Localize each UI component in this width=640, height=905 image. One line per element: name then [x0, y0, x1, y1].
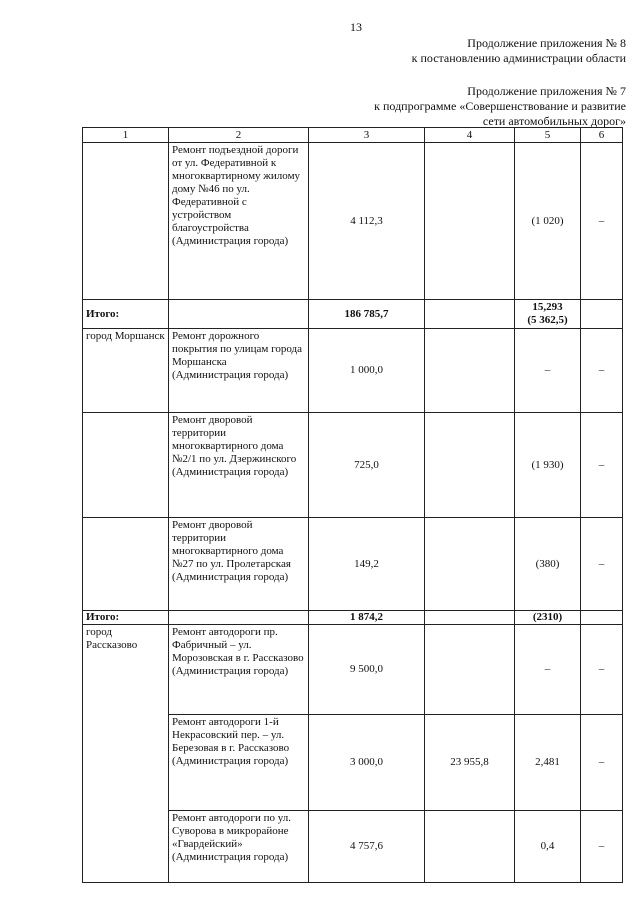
- column-numbers-row: [83, 128, 623, 143]
- column-header: 2: [169, 128, 309, 143]
- table-row: [83, 715, 623, 811]
- cell-col4: [425, 811, 515, 883]
- appendix-header-7-line2: к подпрограмме «Совершенствование и развитие: [374, 99, 626, 113]
- appendix-header-8: [412, 36, 626, 66]
- cell-col6: –: [581, 518, 623, 611]
- cell-col6: –: [581, 625, 623, 715]
- cell-col5: (1 020): [515, 143, 581, 300]
- appendix-header-7-line1: Продолжение приложения № 7: [467, 84, 626, 98]
- cell-description: Ремонт дорожного покрытия по улицам города Моршанска (Администрация города): [169, 329, 309, 413]
- cell-col6: [581, 611, 623, 625]
- total-amount: 186 785,7: [309, 300, 425, 329]
- total-label: Итого:: [83, 611, 169, 625]
- table-row: [83, 625, 623, 715]
- column-header: 4: [425, 128, 515, 143]
- table-row: [83, 811, 623, 883]
- cell-amount: 149,2: [309, 518, 425, 611]
- total-row: [83, 300, 623, 329]
- cell-description: Ремонт дворовой территории многоквартирного дома №2/1 по ул. Дзержинского (Администрация города): [169, 413, 309, 518]
- cell-col6: [581, 300, 623, 329]
- cell-locality: [83, 413, 169, 518]
- cell-description: Ремонт подъездной дороги от ул. Федеративной к многоквартирному жилому дому №46 по ул. Федеративной с устройством благоустройства (Администрация города): [169, 143, 309, 300]
- cell-description: Ремонт автодороги пр. Фабричный – ул. Морозовская в г. Рассказово (Администрация города): [169, 625, 309, 715]
- cell-col5: –: [515, 625, 581, 715]
- page-number: 13: [350, 20, 362, 34]
- cell-locality: [83, 715, 169, 811]
- cell-col6: –: [581, 329, 623, 413]
- cell-col5: 2,481: [515, 715, 581, 811]
- column-header: 3: [309, 128, 425, 143]
- table-row: [83, 143, 623, 300]
- appendix-header-7-line3: сети автомобильных дорог»: [482, 114, 626, 128]
- cell-col6: –: [581, 811, 623, 883]
- cell-col4: [425, 143, 515, 300]
- cell-locality: [83, 811, 169, 883]
- cell-col4: [425, 413, 515, 518]
- total-label: Итого:: [83, 300, 169, 329]
- cell-col6: –: [581, 413, 623, 518]
- cell-amount: 4 112,3: [309, 143, 425, 300]
- cell-col4: [425, 300, 515, 329]
- table-row: [83, 413, 623, 518]
- cell-col4: 23 955,8: [425, 715, 515, 811]
- cell-locality: город Моршанск: [83, 329, 169, 413]
- cell-col4: [425, 625, 515, 715]
- appendix-header-7: [374, 84, 626, 129]
- cell-locality: [83, 518, 169, 611]
- cell-locality: [83, 143, 169, 300]
- cell-description: Ремонт автодороги 1-й Некрасовский пер. – ул. Березовая в г. Рассказово (Администрация города): [169, 715, 309, 811]
- column-header: 6: [581, 128, 623, 143]
- cell-description: [169, 611, 309, 625]
- cell-amount: 1 000,0: [309, 329, 425, 413]
- cell-amount: 4 757,6: [309, 811, 425, 883]
- total-col5: (2310): [515, 611, 581, 625]
- cell-description: Ремонт автодороги по ул. Суворова в микрорайоне «Гвардейский» (Администрация города): [169, 811, 309, 883]
- table-row: [83, 329, 623, 413]
- roads-table: [82, 127, 623, 883]
- appendix-header-8-line1: Продолжение приложения № 8: [467, 36, 626, 50]
- total-row: [83, 611, 623, 625]
- table-row: [83, 518, 623, 611]
- cell-amount: 3 000,0: [309, 715, 425, 811]
- cell-col5: –: [515, 329, 581, 413]
- total-col5: 15,293 (5 362,5): [515, 300, 581, 329]
- cell-col5: (1 930): [515, 413, 581, 518]
- cell-col6: –: [581, 715, 623, 811]
- cell-col5: (380): [515, 518, 581, 611]
- cell-col6: –: [581, 143, 623, 300]
- cell-amount: 725,0: [309, 413, 425, 518]
- appendix-header-8-line2: к постановлению администрации области: [411, 51, 626, 65]
- cell-col4: [425, 329, 515, 413]
- cell-col4: [425, 611, 515, 625]
- column-header: 1: [83, 128, 169, 143]
- cell-description: Ремонт дворовой территории многоквартирного дома №27 по ул. Пролетарская (Администрация города): [169, 518, 309, 611]
- cell-locality: город Рассказово: [83, 625, 169, 715]
- cell-col5: 0,4: [515, 811, 581, 883]
- cell-amount: 9 500,0: [309, 625, 425, 715]
- column-header: 5: [515, 128, 581, 143]
- cell-description: [169, 300, 309, 329]
- total-amount: 1 874,2: [309, 611, 425, 625]
- cell-col4: [425, 518, 515, 611]
